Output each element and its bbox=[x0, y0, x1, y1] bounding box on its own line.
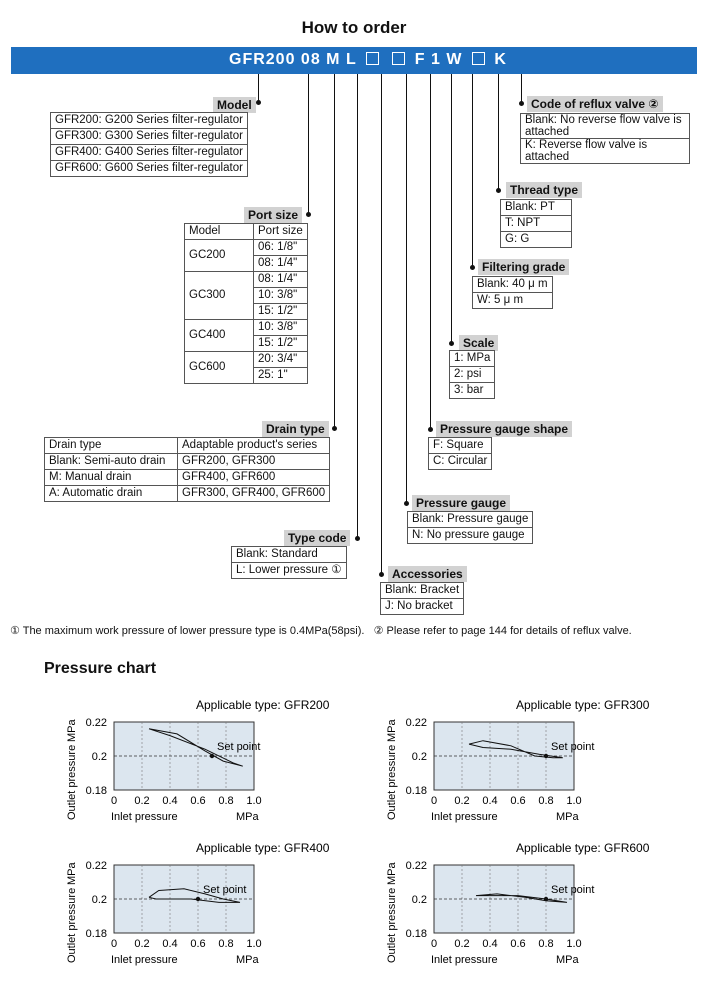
x-tick-label: 0.2 bbox=[134, 795, 150, 807]
x-tick-label: 0.6 bbox=[510, 938, 526, 950]
port-table bbox=[184, 223, 308, 384]
code-model: GFR200 bbox=[229, 51, 296, 68]
table-cell: GFR200, GFR300 bbox=[178, 454, 330, 470]
table-cell: GC400 bbox=[185, 320, 254, 352]
leader-drain bbox=[334, 74, 335, 429]
y-axis-unit: MPa bbox=[66, 862, 78, 885]
table-cell: Blank: Pressure gauge bbox=[408, 512, 533, 528]
table-cell: Port size bbox=[254, 224, 308, 240]
table-cell: F: Square bbox=[429, 438, 492, 454]
x-tick-label: 0.2 bbox=[454, 938, 470, 950]
table-cell: GC300 bbox=[185, 272, 254, 320]
table-cell: 20: 3/4" bbox=[254, 352, 308, 368]
table-row bbox=[185, 240, 308, 256]
footnotes bbox=[10, 624, 632, 637]
table-cell: GFR600: G600 Series filter-regulator bbox=[51, 161, 248, 177]
reflux-table bbox=[520, 113, 690, 164]
table-row bbox=[408, 512, 533, 528]
x-axis-label: Inlet pressure bbox=[111, 954, 178, 966]
table-cell: Blank: Semi-auto drain bbox=[45, 454, 178, 470]
y-tick-label: 0.22 bbox=[85, 717, 107, 729]
table-row bbox=[408, 528, 533, 544]
x-tick-label: 0.6 bbox=[190, 938, 206, 950]
table-row bbox=[501, 232, 572, 248]
set-point-label: Set point bbox=[551, 741, 595, 753]
leader-filter-dot bbox=[470, 265, 475, 270]
table-row bbox=[45, 486, 330, 502]
gauge-table bbox=[407, 511, 533, 544]
pressure-chart-title: Pressure chart bbox=[44, 660, 157, 677]
code-drain: M bbox=[326, 51, 341, 68]
leader-scale-dot bbox=[449, 341, 454, 346]
table-row bbox=[185, 224, 308, 240]
leader-drain-dot bbox=[332, 426, 337, 431]
reflux-label: Code of reflux valve ② bbox=[527, 96, 663, 112]
table-row bbox=[51, 161, 248, 177]
table-row bbox=[381, 599, 464, 615]
table-row bbox=[45, 454, 330, 470]
x-tick-label: 0.8 bbox=[218, 938, 234, 950]
set-point-marker bbox=[210, 754, 214, 758]
table-row bbox=[521, 139, 690, 164]
x-tick-label: 0 bbox=[430, 938, 438, 950]
set-point-label: Set point bbox=[203, 884, 247, 896]
table-row bbox=[429, 438, 492, 454]
table-row bbox=[185, 320, 308, 336]
table-cell: GC200 bbox=[185, 240, 254, 272]
chart-gfr200 bbox=[56, 695, 346, 825]
table-cell: M: Manual drain bbox=[45, 470, 178, 486]
leader-accessories-dot bbox=[379, 572, 384, 577]
table-row bbox=[51, 113, 248, 129]
x-tick-label: 0.8 bbox=[538, 795, 554, 807]
set-point-label: Set point bbox=[217, 741, 261, 753]
table-cell: GFR300, GFR400, GFR600 bbox=[178, 486, 330, 502]
table-row bbox=[185, 352, 308, 368]
x-tick-label: 0 bbox=[110, 938, 118, 950]
table-cell: 08: 1/4" bbox=[254, 256, 308, 272]
leader-type-dot bbox=[355, 536, 360, 541]
gaugeshape-label: Pressure gauge shape bbox=[436, 421, 572, 437]
order-code-bar bbox=[11, 47, 697, 74]
table-cell: C: Circular bbox=[429, 454, 492, 470]
gauge-label: Pressure gauge bbox=[412, 495, 510, 511]
code-thread-box bbox=[472, 52, 485, 65]
footnote-1: ① The maximum work pressure of lower pressure type is 0.4MPa(58psi). bbox=[10, 625, 365, 637]
table-cell: Blank: No reverse flow valve is attached bbox=[521, 114, 690, 139]
leader-gauge-shape-dot bbox=[428, 427, 433, 432]
leader-thread-dot bbox=[496, 188, 501, 193]
x-tick-label: 0.6 bbox=[510, 795, 526, 807]
leader-gauge-dot bbox=[404, 501, 409, 506]
table-cell: GFR300: G300 Series filter-regulator bbox=[51, 129, 248, 145]
x-tick-label: 0.4 bbox=[162, 795, 178, 807]
code-port: 08 bbox=[300, 51, 321, 68]
y-tick-label: 0.22 bbox=[85, 860, 107, 872]
code-type: L bbox=[345, 51, 357, 68]
thread-table bbox=[500, 199, 572, 248]
table-row bbox=[450, 367, 495, 383]
y-tick-label: 0.2 bbox=[411, 894, 427, 906]
table-cell: 3: bar bbox=[450, 383, 495, 399]
table-row bbox=[45, 438, 330, 454]
table-cell: Blank: PT bbox=[501, 200, 572, 216]
y-axis-unit: MPa bbox=[386, 862, 398, 885]
chart-title: Applicable type: GFR600 bbox=[516, 841, 650, 855]
scale-table bbox=[449, 350, 495, 399]
table-cell: Adaptable product's series bbox=[178, 438, 330, 454]
leader-reflux-dot bbox=[519, 101, 524, 106]
table-row bbox=[185, 272, 308, 288]
x-axis-unit: MPa bbox=[236, 811, 259, 823]
code-accessories-box bbox=[366, 52, 379, 65]
typecode-table bbox=[231, 546, 347, 579]
leader-accessories bbox=[381, 74, 382, 575]
table-row bbox=[51, 145, 248, 161]
chart-gfr400 bbox=[56, 838, 346, 968]
x-axis-label: Inlet pressure bbox=[111, 811, 178, 823]
table-cell: Model bbox=[185, 224, 254, 240]
table-row bbox=[450, 351, 495, 367]
model-label: Model bbox=[213, 97, 256, 113]
x-tick-label: 0.6 bbox=[190, 795, 206, 807]
x-axis-unit: MPa bbox=[556, 811, 579, 823]
page-title: How to order bbox=[301, 18, 407, 37]
table-cell: A: Automatic drain bbox=[45, 486, 178, 502]
y-tick-label: 0.22 bbox=[405, 860, 427, 872]
table-cell: N: No pressure gauge bbox=[408, 528, 533, 544]
leader-reflux bbox=[521, 74, 522, 104]
y-axis-label: Outlet pressure bbox=[386, 887, 398, 963]
table-cell: 15: 1/2" bbox=[254, 336, 308, 352]
code-filter: W bbox=[446, 51, 463, 68]
table-cell: 10: 3/8" bbox=[254, 320, 308, 336]
model-table bbox=[50, 112, 248, 177]
x-tick-label: 1.0 bbox=[566, 938, 582, 950]
table-cell: 1: MPa bbox=[450, 351, 495, 367]
x-axis-label: Inlet pressure bbox=[431, 811, 498, 823]
typecode-label: Type code bbox=[284, 530, 350, 546]
code-gauge-shape: F bbox=[414, 51, 426, 68]
table-cell: 08: 1/4" bbox=[254, 272, 308, 288]
table-cell: Blank: Standard bbox=[232, 547, 347, 563]
x-tick-label: 0.4 bbox=[482, 795, 498, 807]
table-row bbox=[501, 216, 572, 232]
y-tick-label: 0.18 bbox=[85, 928, 107, 940]
table-cell: Blank: 40 μ m bbox=[473, 277, 553, 293]
chart-title: Applicable type: GFR300 bbox=[516, 698, 650, 712]
table-row bbox=[381, 583, 464, 599]
table-row bbox=[473, 277, 553, 293]
table-row bbox=[232, 547, 347, 563]
x-tick-label: 0.2 bbox=[454, 795, 470, 807]
y-tick-label: 0.2 bbox=[91, 751, 107, 763]
x-tick-label: 0 bbox=[110, 795, 118, 807]
y-tick-label: 0.18 bbox=[85, 785, 107, 797]
chart-title: Applicable type: GFR200 bbox=[196, 698, 330, 712]
table-cell: 25: 1" bbox=[254, 368, 308, 384]
set-point-marker bbox=[544, 897, 548, 901]
y-tick-label: 0.2 bbox=[411, 751, 427, 763]
table-cell: Drain type bbox=[45, 438, 178, 454]
leader-model-dot bbox=[256, 100, 261, 105]
thread-label: Thread type bbox=[506, 182, 582, 198]
y-axis-unit: MPa bbox=[66, 719, 78, 742]
table-row bbox=[450, 383, 495, 399]
y-tick-label: 0.18 bbox=[405, 785, 427, 797]
leader-type bbox=[357, 74, 358, 539]
table-cell: L: Lower pressure ① bbox=[232, 563, 347, 579]
table-cell: GFR400: G400 Series filter-regulator bbox=[51, 145, 248, 161]
set-point-label: Set point bbox=[551, 884, 595, 896]
y-axis-unit: MPa bbox=[386, 719, 398, 742]
table-row bbox=[45, 470, 330, 486]
x-axis-unit: MPa bbox=[556, 954, 579, 966]
y-axis-label: Outlet pressure bbox=[66, 744, 78, 820]
y-tick-label: 0.2 bbox=[91, 894, 107, 906]
table-row bbox=[232, 563, 347, 579]
table-cell: GFR400, GFR600 bbox=[178, 470, 330, 486]
table-cell: 10: 3/8" bbox=[254, 288, 308, 304]
chart-gfr600 bbox=[376, 838, 666, 968]
x-tick-label: 0.8 bbox=[218, 795, 234, 807]
drain-label: Drain type bbox=[262, 421, 329, 437]
x-tick-label: 1.0 bbox=[246, 795, 262, 807]
table-cell: 06: 1/8" bbox=[254, 240, 308, 256]
leader-gauge bbox=[406, 74, 407, 504]
table-row bbox=[429, 454, 492, 470]
table-row bbox=[521, 114, 690, 139]
y-tick-label: 0.18 bbox=[405, 928, 427, 940]
leader-gauge-shape bbox=[430, 74, 431, 430]
table-cell: T: NPT bbox=[501, 216, 572, 232]
chart-gfr300 bbox=[376, 695, 666, 825]
y-axis-label: Outlet pressure bbox=[386, 744, 398, 820]
accessories-table bbox=[380, 582, 464, 615]
port-label: Port size bbox=[244, 207, 302, 223]
code-reflux: K bbox=[494, 51, 507, 68]
x-tick-label: 0.4 bbox=[482, 938, 498, 950]
table-row bbox=[501, 200, 572, 216]
table-row bbox=[473, 293, 553, 309]
leader-filter bbox=[472, 74, 473, 268]
table-cell: K: Reverse flow valve is attached bbox=[521, 139, 690, 164]
y-tick-label: 0.22 bbox=[405, 717, 427, 729]
y-axis-label: Outlet pressure bbox=[66, 887, 78, 963]
scale-label: Scale bbox=[459, 335, 498, 351]
table-cell: GFR200: G200 Series filter-regulator bbox=[51, 113, 248, 129]
x-tick-label: 1.0 bbox=[246, 938, 262, 950]
gaugeshape-table bbox=[428, 437, 492, 470]
leader-model bbox=[258, 74, 259, 102]
drain-table bbox=[44, 437, 330, 502]
table-cell: 15: 1/2" bbox=[254, 304, 308, 320]
table-row bbox=[51, 129, 248, 145]
table-cell: W: 5 μ m bbox=[473, 293, 553, 309]
code-gauge-box bbox=[392, 52, 405, 65]
accessories-label: Accessories bbox=[388, 566, 467, 582]
x-tick-label: 0.2 bbox=[134, 938, 150, 950]
x-tick-label: 1.0 bbox=[566, 795, 582, 807]
code-scale: 1 bbox=[431, 51, 441, 68]
x-tick-label: 0 bbox=[430, 795, 438, 807]
x-tick-label: 0.4 bbox=[162, 938, 178, 950]
filter-label: Filtering grade bbox=[478, 259, 569, 275]
footnote-2: ② Please refer to page 144 for details of reflux valve. bbox=[373, 625, 632, 637]
set-point-marker bbox=[196, 897, 200, 901]
chart-title: Applicable type: GFR400 bbox=[196, 841, 330, 855]
leader-port bbox=[308, 74, 309, 215]
filter-table bbox=[472, 276, 553, 309]
set-point-marker bbox=[544, 754, 548, 758]
leader-thread bbox=[498, 74, 499, 191]
x-axis-label: Inlet pressure bbox=[431, 954, 498, 966]
table-cell: Blank: Bracket bbox=[381, 583, 464, 599]
x-tick-label: 0.8 bbox=[538, 938, 554, 950]
table-cell: 2: psi bbox=[450, 367, 495, 383]
leader-port-dot bbox=[306, 212, 311, 217]
leader-scale bbox=[451, 74, 452, 344]
table-cell: J: No bracket bbox=[381, 599, 464, 615]
order-code bbox=[229, 51, 507, 69]
table-cell: G: G bbox=[501, 232, 572, 248]
x-axis-unit: MPa bbox=[236, 954, 259, 966]
table-cell: GC600 bbox=[185, 352, 254, 384]
